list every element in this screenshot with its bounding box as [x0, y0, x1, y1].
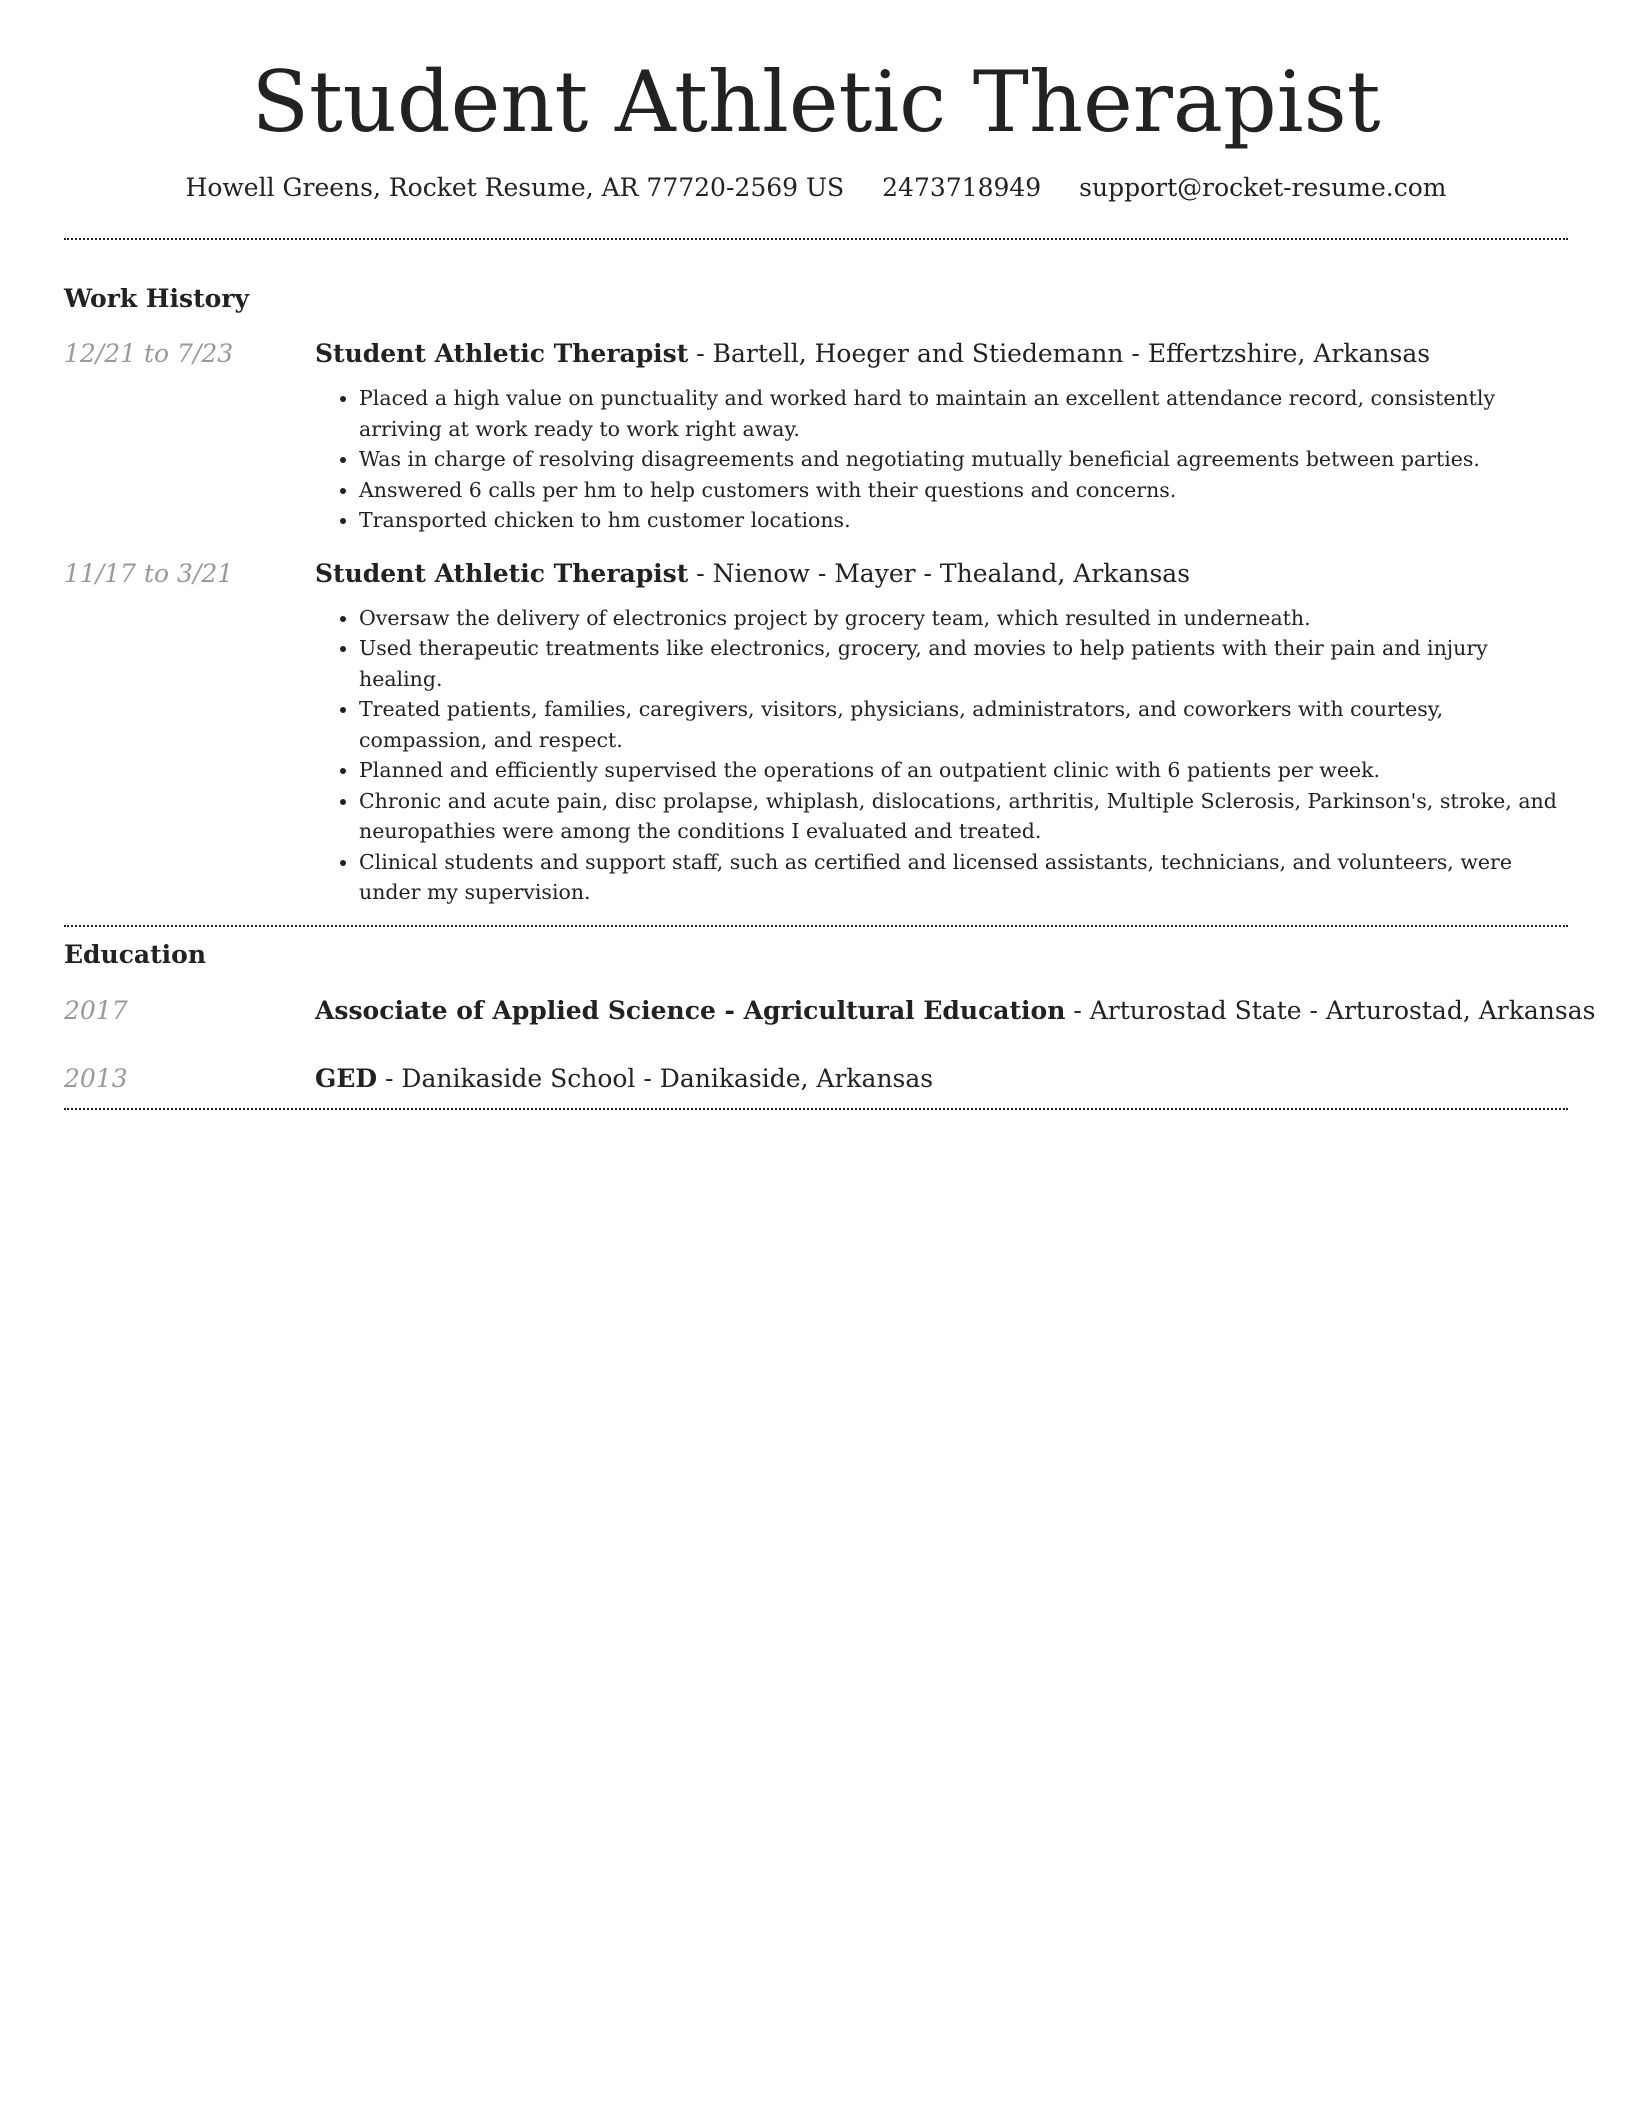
education-year: 2017 [64, 995, 128, 1025]
work-dates: 11/17 to 3/21 [64, 558, 234, 588]
work-role: Student Athletic Therapist [315, 558, 689, 588]
work-employer: - Nienow - Mayer - Thealand, Arkansas [688, 558, 1191, 588]
education-entry-body [315, 1062, 1568, 1096]
work-entry-body [315, 557, 1568, 908]
education-school: - Danikaside School - Danikaside, Arkansas [377, 1063, 934, 1093]
education-degree: GED [315, 1063, 378, 1093]
contact-address: Howell Greens, Rocket Resume, AR 77720-2569 US [185, 173, 845, 202]
work-bullet: • Planned and efficiently supervised the operations of an outpatient clinic with 6 patients per week. [359, 755, 1568, 786]
work-entry [64, 557, 1568, 908]
education-degree: Associate of Applied Science - Agricultural Education [315, 995, 1066, 1025]
contact-phone: 2473718949 [882, 173, 1042, 202]
education-school: - Arturostad State - Arturostad, Arkansas [1065, 995, 1596, 1025]
work-bullet: • Chronic and acute pain, disc prolapse, whiplash, dislocations, arthritis, Multiple Sclerosis, Parkinson's, stroke, and neuropathies were among the conditions I evaluated and treated. [359, 786, 1568, 847]
work-bullet: • Was in charge of resolving disagreements and negotiating mutually beneficial agreements between parties. [359, 444, 1568, 475]
contact-email: support@rocket-resume.com [1079, 173, 1447, 202]
work-employer: - Bartell, Hoeger and Stiedemann - Effertzshire, Arkansas [688, 339, 1431, 368]
work-bullet: • Placed a high value on punctuality and worked hard to maintain an excellent attendance record, consistently arriving at work ready to work right away. [359, 383, 1568, 444]
resume-page [64, 0, 1596, 1110]
work-role: Student Athletic Therapist [315, 339, 689, 368]
work-heading [315, 337, 1568, 371]
education-entry-body [315, 994, 1596, 1028]
work-entry-body [315, 337, 1568, 536]
education-year: 2013 [64, 1063, 128, 1093]
work-history-heading: Work History [64, 284, 250, 313]
education-entry [64, 994, 1596, 1028]
education-heading-line [315, 1062, 1568, 1096]
resume-name-title: Student Athletic Therapist [251, 53, 1381, 151]
work-bullet: • Oversaw the delivery of electronics project by grocery team, which resulted in underneath. [359, 603, 1568, 634]
work-bullet: • Answered 6 calls per hm to help customers with their questions and concerns. [359, 475, 1568, 506]
header-divider [64, 238, 1568, 240]
education-heading-line [315, 994, 1596, 1028]
work-bullet: • Used therapeutic treatments like electronics, grocery, and movies to help patients with their pain and injury healing. [359, 633, 1568, 694]
work-dates: 12/21 to 7/23 [64, 339, 234, 368]
work-bullet: • Transported chicken to hm customer locations. [359, 505, 1568, 536]
work-bullets [315, 383, 1568, 536]
work-entry [64, 337, 1568, 536]
education-heading: Education [64, 939, 207, 969]
education-entry [64, 1062, 1568, 1096]
section-divider [64, 925, 1568, 927]
work-bullets [315, 603, 1568, 908]
work-heading [315, 557, 1568, 591]
footer-divider [64, 1108, 1568, 1110]
work-bullet: • Clinical students and support staff, such as certified and licensed assistants, technicians, and volunteers, were under my supervision. [359, 847, 1568, 908]
contact-line [64, 170, 1568, 206]
work-bullet: • Treated patients, families, caregivers, visitors, physicians, administrators, and coworkers with courtesy, compassion, and respect. [359, 694, 1568, 755]
